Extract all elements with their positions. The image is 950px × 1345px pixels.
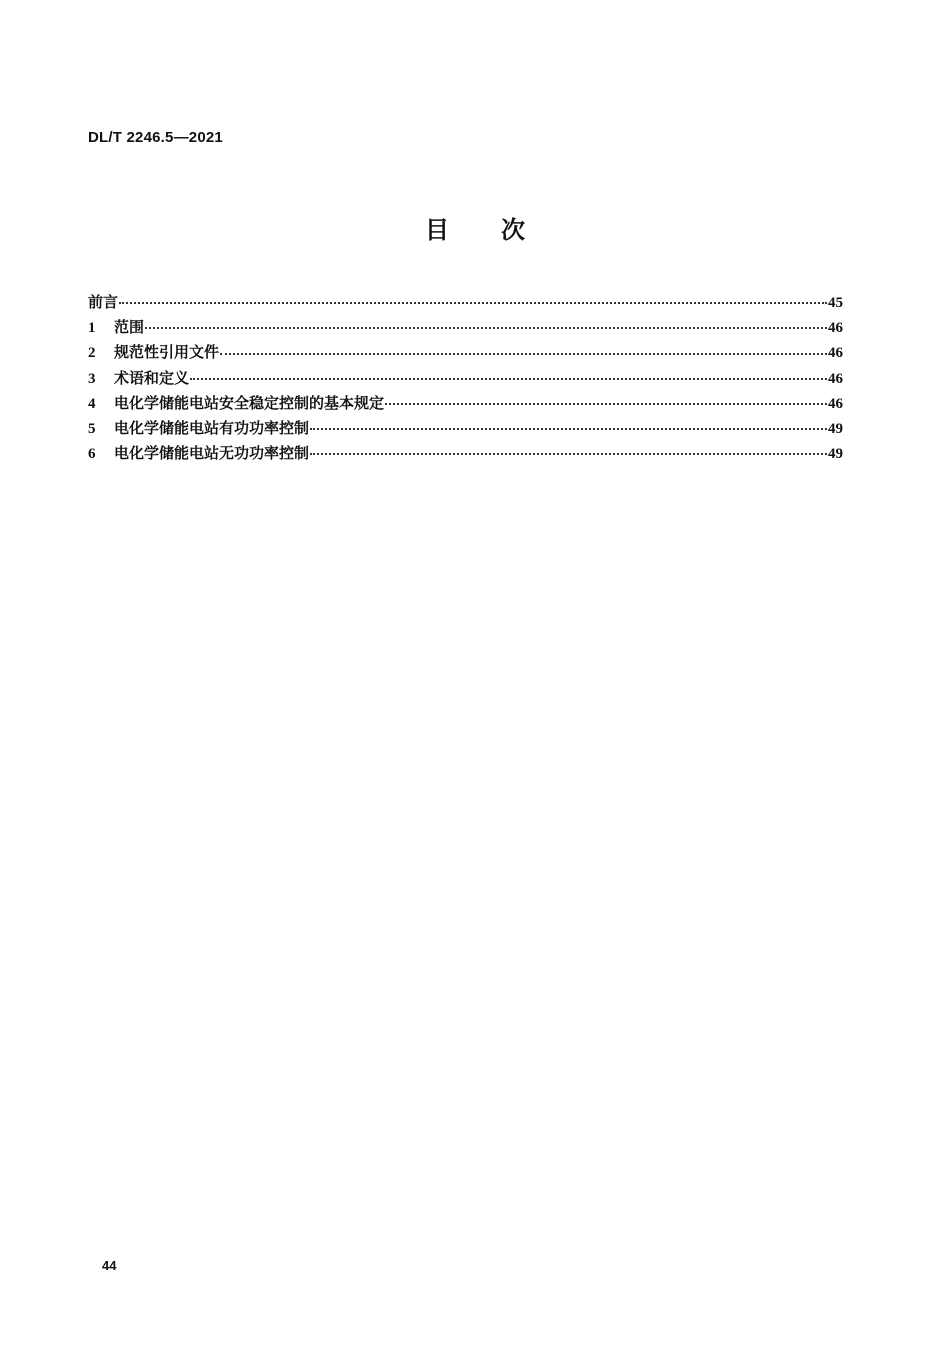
- toc-entry-number: 1: [88, 320, 96, 337]
- toc-title-char-1: 目: [425, 216, 449, 244]
- toc-entry-number: 4: [88, 395, 96, 412]
- standard-code: DL/T 2246.5—2021: [88, 129, 223, 146]
- toc-dot-leader: [310, 428, 827, 430]
- toc-dot-leader: [385, 403, 827, 405]
- toc-entry-page: 46: [828, 345, 843, 362]
- toc-entry-active-power-control[interactable]: [88, 416, 843, 441]
- toc-entry-page: 46: [828, 370, 843, 387]
- toc-entry-title: 术语和定义: [114, 368, 190, 387]
- toc-entry-page: 49: [828, 420, 843, 437]
- toc-entry-reactive-power-control[interactable]: [88, 441, 843, 466]
- toc-dot-leader: [310, 453, 827, 455]
- toc-entry-foreword[interactable]: [88, 290, 843, 315]
- toc-entry-scope[interactable]: [88, 315, 843, 340]
- toc-dot-leader: [119, 302, 827, 304]
- toc-entry-number: 5: [88, 420, 96, 437]
- toc-entry-number: 2: [88, 345, 96, 362]
- toc-entry-title: 范围: [114, 318, 145, 337]
- toc-list: [88, 290, 843, 466]
- toc-title: [0, 210, 950, 245]
- toc-entry-title: 电化学储能电站无功功率控制: [114, 444, 310, 463]
- toc-dot-leader: [190, 378, 827, 380]
- toc-entry-page: 46: [828, 320, 843, 337]
- toc-entry-title: 电化学储能电站有功功率控制: [114, 418, 310, 437]
- toc-dot-leader: [220, 353, 827, 355]
- toc-entry-title: 电化学储能电站安全稳定控制的基本规定: [114, 393, 385, 412]
- toc-entry-page: 45: [828, 295, 843, 311]
- toc-entry-normative-references[interactable]: [88, 340, 843, 365]
- toc-entry-terms-definitions[interactable]: [88, 366, 843, 391]
- toc-entry-title: 前言: [88, 293, 119, 311]
- toc-entry-number: 3: [88, 370, 96, 387]
- toc-entry-page: 49: [828, 446, 843, 463]
- toc-entry-title: 规范性引用文件: [114, 343, 220, 362]
- page-number: 44: [102, 1258, 117, 1273]
- toc-title-char-2: 次: [501, 216, 525, 244]
- toc-entry-number: 6: [88, 446, 96, 463]
- toc-dot-leader: [145, 327, 827, 329]
- toc-entry-basic-provisions[interactable]: [88, 391, 843, 416]
- toc-entry-page: 46: [828, 395, 843, 412]
